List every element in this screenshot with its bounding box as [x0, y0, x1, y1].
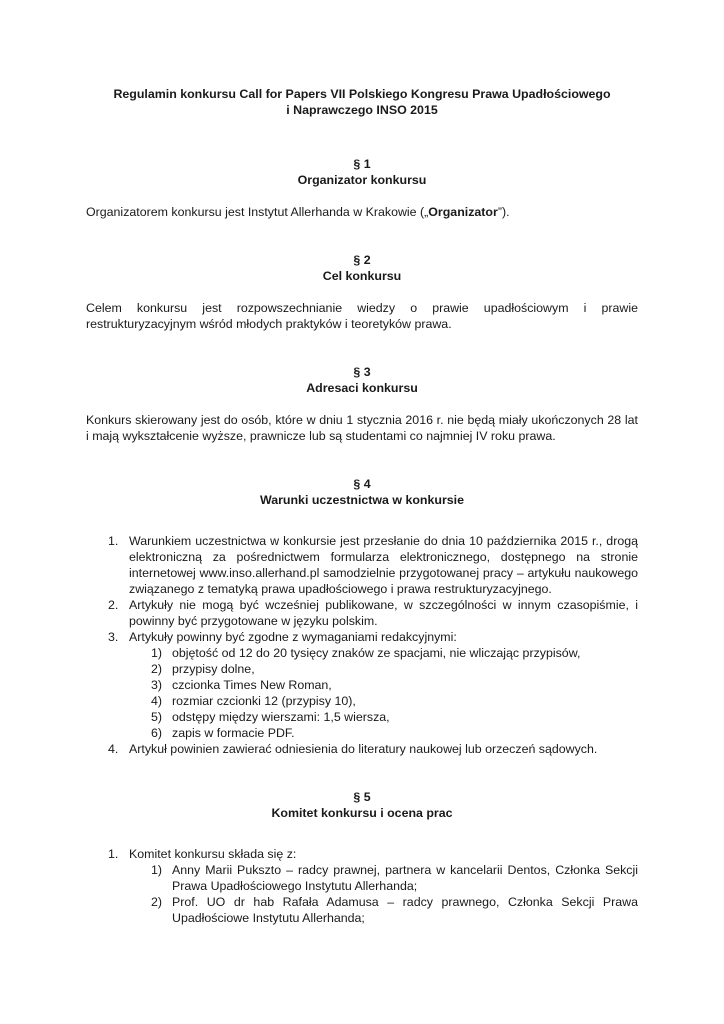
document-title-line-2: i Naprawczego INSO 2015: [286, 103, 438, 117]
sub-list-item-number: 3): [151, 678, 163, 692]
list-item-number: 1.: [108, 847, 119, 861]
sub-list-item: [129, 894, 638, 926]
sub-list-item-number: 2): [151, 895, 163, 909]
section-3-number: § 3: [353, 365, 371, 379]
list-item-text: Artykuły powinny być zgodne z wymaganiami redakcyjnymi:: [129, 630, 457, 644]
sub-list-item-number: 1): [151, 863, 163, 877]
sub-list-item-text: przypisy dolne,: [172, 662, 255, 676]
list-item-number: 2.: [108, 598, 119, 612]
section-2: [86, 252, 638, 332]
sub-list-item-number: 1): [151, 646, 163, 660]
list-item: [86, 629, 638, 741]
sub-list-item: [129, 645, 638, 661]
section-1-text-after: ”).: [497, 205, 510, 219]
section-1-heading: [86, 156, 638, 188]
section-5-heading: [86, 789, 638, 821]
section-1-text-before: Organizatorem konkursu jest Instytut Allerhanda w Krakowie („: [86, 205, 429, 219]
section-1: [86, 156, 638, 220]
sub-list-item-text: odstępy między wierszami: 1,5 wiersza,: [172, 710, 390, 724]
list-item-number: 4.: [108, 742, 119, 756]
sub-list-item: [129, 693, 638, 709]
sub-list-item-number: 5): [151, 710, 163, 724]
section-3-title: Adresaci konkursu: [306, 381, 418, 395]
section-2-paragraph: Celem konkursu jest rozpowszechnianie wiedzy o prawie upadłościowym i prawie restrukturyzacyjnym wśród młodych praktyków i teoretyków prawa.: [86, 301, 638, 331]
section-1-number: § 1: [353, 157, 371, 171]
list-item-number: 3.: [108, 630, 119, 644]
section-5-list: [86, 846, 638, 926]
sub-list-item: [129, 725, 638, 741]
section-4-list: [86, 533, 638, 757]
section-5: [86, 789, 638, 926]
sub-list-item-text: Prof. UO dr hab Rafała Adamusa – radcy prawnego, Członka Sekcji Prawa Upadłościowe Instytutu Allerhanda;: [172, 895, 638, 925]
sub-list-item-text: rozmiar czcionki 12 (przypisy 10),: [172, 694, 356, 708]
list-item: [86, 741, 638, 757]
sub-list-item-text: objętość od 12 do 20 tysięcy znaków ze spacjami, nie wliczając przypisów,: [172, 646, 581, 660]
section-1-title: Organizator konkursu: [297, 173, 427, 187]
sub-list-item-text: czcionka Times New Roman,: [172, 678, 332, 692]
sub-list-item-number: 6): [151, 726, 163, 740]
document-title: [86, 86, 638, 118]
section-4-heading: [86, 476, 638, 508]
section-5-number: § 5: [353, 790, 371, 804]
sub-list-item: [129, 661, 638, 677]
sub-list-item-text: Anny Marii Pukszto – radcy prawnej, partnera w kancelarii Dentos, Członka Sekcji Prawa Upadłościowego Instytutu Allerhanda;: [172, 863, 638, 893]
section-4-number: § 4: [353, 477, 371, 491]
sub-list-item: [129, 709, 638, 725]
sub-list-item: [129, 677, 638, 693]
list-item: [86, 597, 638, 629]
sub-list-item-text: zapis w formacie PDF.: [172, 726, 295, 740]
section-2-number: § 2: [353, 253, 371, 267]
section-1-text-bold: Organizator: [428, 205, 498, 219]
section-2-heading: [86, 252, 638, 284]
list-item: [86, 533, 638, 597]
section-4-title: Warunki uczestnictwa w konkursie: [259, 493, 465, 507]
section-3: [86, 364, 638, 444]
section-5-title: Komitet konkursu i ocena prac: [271, 806, 453, 820]
committee-members-list: [129, 862, 638, 926]
list-item-number: 1.: [108, 534, 119, 548]
sub-list-item-number: 4): [151, 694, 163, 708]
section-4: [86, 476, 638, 757]
list-item-text: Artykuł powinien zawierać odniesienia do literatury naukowej lub orzeczeń sądowych.: [129, 742, 598, 756]
section-2-title: Cel konkursu: [322, 269, 402, 283]
editorial-requirements-list: [129, 645, 638, 741]
list-item: [86, 846, 638, 926]
list-item-text: Komitet konkursu składa się z:: [129, 847, 297, 861]
sub-list-item-number: 2): [151, 662, 163, 676]
document-title-line-1: Regulamin konkursu Call for Papers VII Polskiego Kongresu Prawa Upadłościowego: [113, 87, 611, 101]
section-3-paragraph: Konkurs skierowany jest do osób, które w dniu 1 stycznia 2016 r. nie będą miały ukończonych 28 lat i mają wykształcenie wyższe, prawnicze lub są studentami co najmniej IV roku prawa.: [86, 413, 638, 443]
section-1-paragraph: [86, 204, 638, 220]
section-3-heading: [86, 364, 638, 396]
sub-list-item: [129, 862, 638, 894]
list-item-text: Warunkiem uczestnictwa w konkursie jest przesłanie do dnia 10 października 2015 r., drogą elektroniczną za pośrednictwem formularza elektronicznego, dostępnego na stronie internetowej www.inso.allerhand.pl samodzielnie przygotowanej pracy – artykułu naukowego związanego z tematyką prawa upadłościowego i prawa restrukturyzacyjnego.: [129, 534, 638, 596]
list-item-text: Artykuły nie mogą być wcześniej publikowane, w szczególności w innym czasopiśmie, i powinny być przygotowane w języku polskim.: [129, 598, 638, 628]
